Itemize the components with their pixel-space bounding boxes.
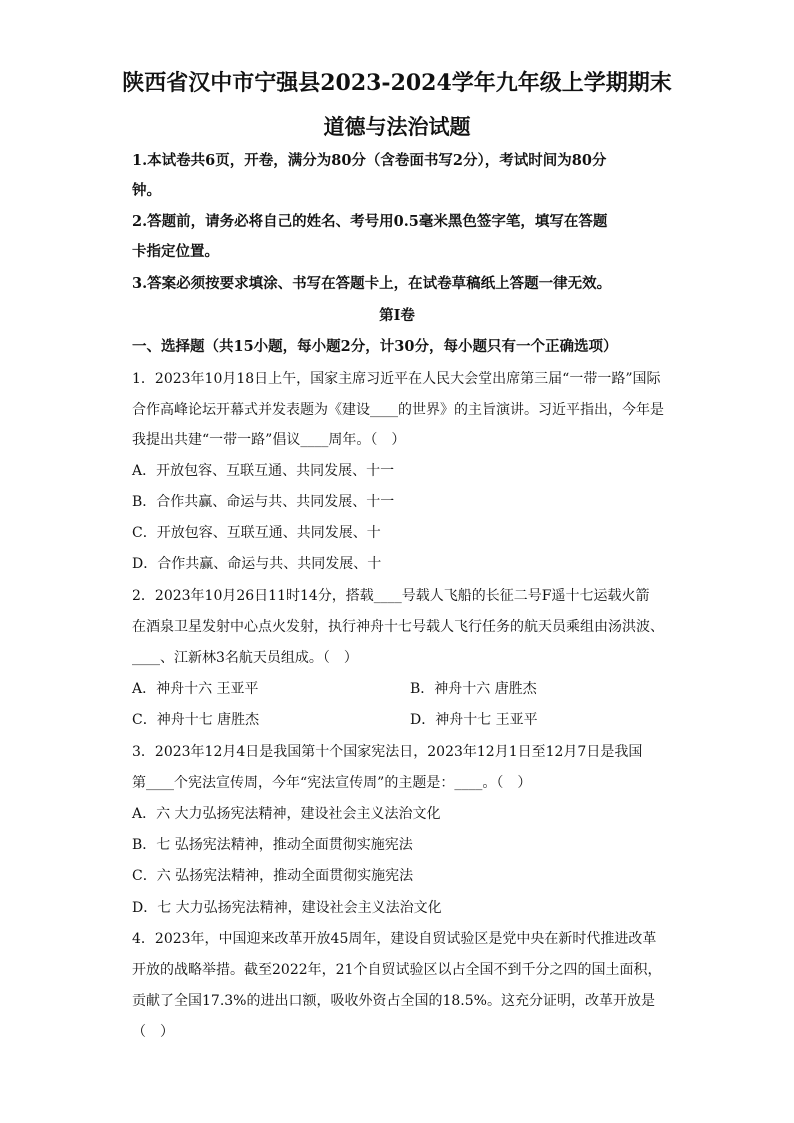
instruction-1-cont: 钟。 bbox=[132, 182, 161, 199]
question-4-line-4: （ ） bbox=[132, 1024, 174, 1040]
question-2-option-d: D．神舟十七 王亚平 bbox=[410, 712, 538, 728]
question-2-line-3: ____、江新林3名航天员组成。（ ） bbox=[132, 650, 358, 666]
question-1-line-3: 我提出共建“一带一路”倡议____周年。（ ） bbox=[132, 432, 406, 448]
question-2-option-b: B．神舟十六 唐胜杰 bbox=[410, 681, 537, 697]
question-1-option-b: B．合作共赢、命运与共、共同发展、十一 bbox=[132, 494, 395, 510]
question-2-option-c: C．神舟十七 唐胜杰 bbox=[132, 712, 260, 728]
question-1-line-1: 1．2023年10月18日上午，国家主席习近平在人民大会堂出席第三届“一带一路”国际 bbox=[132, 371, 661, 387]
question-3-line-2: 第____个宪法宣传周，今年“宪法宣传周”的主题是：____。（ ） bbox=[132, 775, 532, 791]
question-3-line-1: 3．2023年12月4日是我国第十个国家宪法日，2023年12月1日至12月7日是我国 bbox=[132, 744, 643, 760]
instruction-2-cont: 卡指定位置。 bbox=[132, 243, 219, 260]
question-1-option-a: A．开放包容、互联互通、共同发展、十一 bbox=[132, 463, 395, 479]
question-4-line-1: 4．2023年，中国迎来改革开放45周年，建设自贸试验区是党中央在新时代推进改革 bbox=[132, 931, 657, 947]
question-2-option-a: A．神舟十六 王亚平 bbox=[132, 681, 259, 697]
instruction-3: 3.答案必须按要求填涂、书写在答题卡上，在试卷草稿纸上答题一律无效。 bbox=[132, 275, 612, 292]
question-4-line-3: 贡献了全国17.3%的进出口额，吸收外资占全国的18.5%。这充分证明，改革开放是 bbox=[132, 993, 655, 1009]
exam-title: 陕西省汉中市宁强县2023-2024学年九年级上学期期末 bbox=[122, 70, 672, 96]
question-3-option-b: B．七 弘扬宪法精神，推动全面贯彻实施宪法 bbox=[132, 837, 413, 853]
question-2-line-2: 在酒泉卫星发射中心点火发射，执行神舟十七号载人飞行任务的航天员乘组由汤洪波、 bbox=[132, 619, 664, 635]
question-1-option-c: C．开放包容、互联互通、共同发展、十 bbox=[132, 525, 381, 541]
exam-subtitle: 道德与法治试题 bbox=[323, 114, 471, 139]
question-3-option-c: C．六 弘扬宪法精神，推动全面贯彻实施宪法 bbox=[132, 868, 414, 884]
question-1-option-d: D．合作共赢、命运与共、共同发展、十 bbox=[132, 556, 382, 572]
question-2-line-1: 2．2023年10月26日11时14分，搭载____号载人飞船的长征二号F遥十七运载火箭 bbox=[132, 588, 650, 604]
question-3-option-a: A．六 大力弘扬宪法精神，建设社会主义法治文化 bbox=[132, 806, 441, 822]
question-4-line-2: 开放的战略举措。截至2022年，21个自贸试验区以占全国不到千分之四的国土面积， bbox=[132, 962, 662, 978]
question-3-option-d: D．七 大力弘扬宪法精神，建设社会主义法治文化 bbox=[132, 900, 442, 916]
question-1-line-2: 合作高峰论坛开幕式并发表题为《建设____的世界》的主旨演讲。习近平指出，今年是 bbox=[132, 402, 664, 418]
instruction-2: 2.答题前，请务必将自己的姓名、考号用0.5毫米黑色签字笔，填写在答题 bbox=[132, 213, 608, 230]
section-heading: 一、选择题（共15小题，每小题2分，计30分，每小题只有一个正确选项） bbox=[132, 338, 618, 355]
instruction-1: 1.本试卷共6页，开卷，满分为80分（含卷面书写2分），考试时间为80分 bbox=[132, 152, 607, 169]
volume-label: 第Ⅰ卷 bbox=[379, 307, 415, 324]
